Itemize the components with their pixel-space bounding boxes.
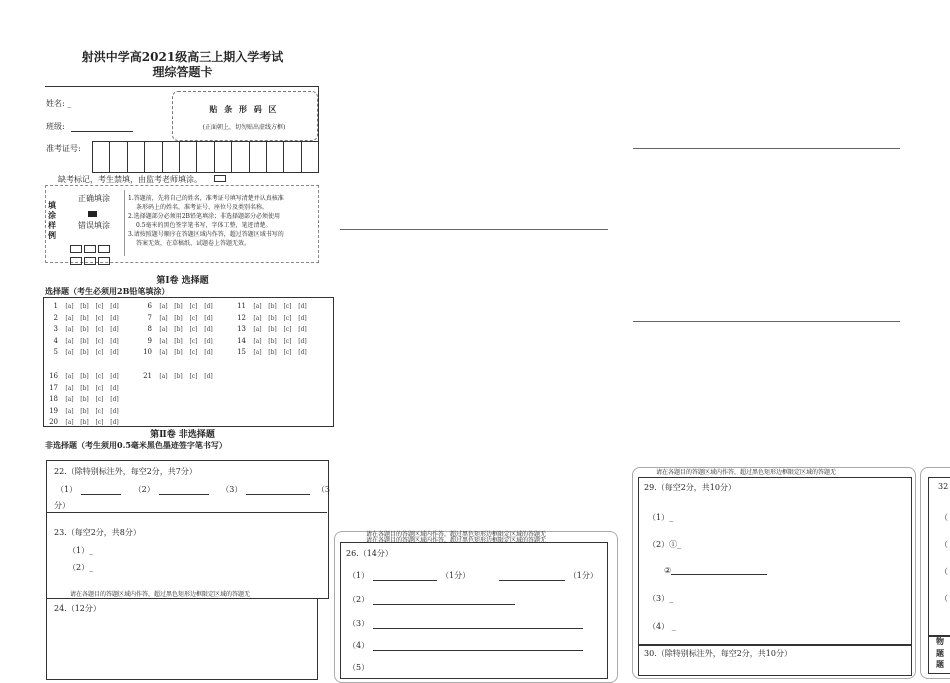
- mc-question-number: 17: [49, 383, 58, 392]
- q29-title: 29.（每空2分，共10分）: [644, 483, 736, 492]
- mc-question-number: 10: [143, 348, 152, 356]
- mc-option-bubble[interactable]: [a]: [65, 407, 74, 415]
- mc-question-number: 14: [237, 336, 246, 345]
- mc-container: [44, 298, 332, 425]
- barcode-title: 贴 条 形 码 区: [209, 104, 279, 114]
- absent-mark-box[interactable]: [214, 175, 226, 182]
- mc-question-row: [138, 372, 216, 380]
- mc-option-bubble[interactable]: [c]: [189, 326, 198, 333]
- mc-option-bubble[interactable]: [b]: [174, 373, 183, 380]
- mc-option-bubble[interactable]: [c]: [283, 349, 292, 356]
- mc-question-number: 7: [147, 313, 152, 322]
- mc-question-row: [138, 325, 216, 333]
- mc-option-bubble[interactable]: [c]: [95, 326, 104, 333]
- q26-score-2: （1分）: [568, 571, 598, 580]
- mc-option-bubble[interactable]: [d]: [204, 337, 213, 345]
- mc-option-bubble[interactable]: [b]: [268, 337, 277, 345]
- q26-item-5: （5）: [348, 663, 370, 672]
- mc-option-bubble[interactable]: [c]: [283, 303, 292, 310]
- exam-no-grid[interactable]: [92, 141, 319, 173]
- mc-option-bubble[interactable]: [d]: [298, 303, 307, 310]
- mc-question-number: 4: [53, 336, 58, 345]
- mc-option-bubble[interactable]: [a]: [65, 349, 74, 356]
- mc-option-bubble[interactable]: [c]: [189, 373, 198, 380]
- q22-blank-3-label: （3）: [221, 485, 243, 494]
- part2-subheading: 非选择题（考生须用0.5毫米黑色墨迹签字笔书写）: [45, 440, 227, 450]
- mc-option-bubble[interactable]: [a]: [65, 337, 74, 345]
- q26-blank-5[interactable]: [373, 642, 583, 651]
- absent-note: 缺考标记，考生禁填，由监考老师填涂。: [58, 175, 202, 184]
- physics-label-partial: 物: [936, 636, 944, 646]
- answer-area-warning: 请在各题目的答题区域内作答，超过黑色矩形边框限定区域的答题无: [70, 591, 251, 598]
- mc-question-row: [138, 314, 216, 322]
- fill-example-divider: [124, 190, 127, 256]
- mc-option-bubble[interactable]: [b]: [80, 373, 89, 380]
- q22-blank-1[interactable]: [81, 486, 121, 495]
- mc-option-bubble[interactable]: [d]: [298, 337, 307, 345]
- mc-question-number: 2: [53, 313, 58, 322]
- mc-option-bubble[interactable]: [a]: [65, 373, 74, 380]
- fill-example-side-label: 填涂样例: [48, 200, 56, 240]
- right-top-line: [633, 148, 900, 149]
- mc-option-bubble[interactable]: [c]: [189, 303, 198, 310]
- mc-option-bubble[interactable]: [c]: [95, 337, 104, 345]
- mc-option-bubble[interactable]: [a]: [159, 373, 168, 380]
- mc-option-bubble[interactable]: [d]: [110, 303, 119, 310]
- q29-item-1: （1）_: [648, 513, 674, 522]
- mc-option-bubble[interactable]: [c]: [95, 407, 104, 415]
- q29-blank-2b[interactable]: [671, 566, 767, 575]
- q32-item-partial: （: [940, 594, 948, 603]
- q23-item-2: （2）_: [68, 563, 94, 572]
- mc-question-number: 11: [237, 302, 246, 310]
- mc-option-bubble[interactable]: [b]: [174, 349, 183, 356]
- mc-option-bubble[interactable]: [a]: [65, 314, 74, 322]
- mc-option-bubble[interactable]: [a]: [65, 384, 74, 392]
- mc-option-bubble[interactable]: [d]: [204, 326, 213, 333]
- q26-line-1: [348, 570, 598, 581]
- mc-option-bubble[interactable]: [d]: [110, 384, 119, 392]
- mc-question-row: [44, 314, 122, 322]
- mc-option-bubble[interactable]: [b]: [80, 384, 89, 392]
- class-label: 班级:: [46, 122, 65, 131]
- mc-option-bubble[interactable]: [a]: [65, 303, 74, 310]
- q32-item-partial: （: [940, 540, 948, 549]
- mc-question-row: [44, 372, 122, 380]
- mc-option-bubble[interactable]: [b]: [80, 349, 89, 356]
- mc-option-bubble[interactable]: [b]: [80, 326, 89, 333]
- mc-question-row: [44, 418, 122, 426]
- exam-no-label: 准考证号:: [46, 144, 81, 153]
- q32-item-partial: （: [940, 513, 948, 522]
- part1-subheading: 选择题（考生必须用2B铅笔填涂）: [45, 286, 170, 296]
- mc-option-bubble[interactable]: [c]: [95, 303, 104, 310]
- mc-option-bubble[interactable]: [c]: [95, 314, 104, 322]
- mc-option-bubble[interactable]: [d]: [110, 337, 119, 345]
- instruction-line: 答案无效，在草稿纸、试题卷上答题无效。: [136, 240, 251, 247]
- wrong-fill-label: 错误填涂: [78, 221, 110, 230]
- mc-question-number: 5: [53, 348, 58, 356]
- mc-option-bubble[interactable]: [b]: [80, 337, 89, 345]
- right-middle-line: [633, 321, 900, 322]
- class-line[interactable]: [71, 123, 133, 132]
- physics-label-partial: 题: [936, 648, 944, 658]
- mc-option-bubble[interactable]: [c]: [189, 337, 198, 345]
- q26-line-2: [348, 594, 515, 605]
- mc-option-bubble[interactable]: [a]: [159, 349, 168, 356]
- middle-top-line: [340, 229, 608, 230]
- q22-blank-2-label: （2）: [133, 485, 155, 494]
- mc-question-number: 18: [49, 395, 58, 403]
- mc-option-bubble[interactable]: [d]: [110, 314, 119, 322]
- q23-item-1: （1）_: [68, 546, 94, 555]
- part2-heading: 第Ⅱ卷 非选择题: [150, 430, 215, 440]
- half-fill-icon: [70, 257, 82, 265]
- mc-option-bubble[interactable]: [a]: [253, 303, 262, 310]
- mc-question-number: 8: [147, 325, 152, 333]
- mc-option-bubble[interactable]: [d]: [110, 326, 119, 333]
- mc-option-bubble[interactable]: [b]: [80, 396, 89, 403]
- instruction-line: 3.请按照题号顺序在答题区域内作答，超过答题区域书写的: [128, 231, 284, 238]
- q26-item-2-label: （2）: [348, 595, 370, 604]
- mc-option-bubble[interactable]: [c]: [95, 419, 104, 426]
- q26-item-4-label: （4）: [348, 641, 370, 650]
- q26-item-3-label: （3）: [348, 619, 370, 628]
- instructions: [128, 194, 284, 248]
- mc-question-number: 20: [49, 418, 58, 426]
- mc-option-bubble[interactable]: [c]: [189, 314, 198, 322]
- mc-option-bubble[interactable]: [a]: [65, 419, 74, 426]
- q30-title: 30.（除特别标注外，每空2分，共10分）: [644, 649, 792, 658]
- mc-question-row: [138, 302, 216, 310]
- circle-mark-icon: [84, 257, 96, 265]
- mc-option-bubble[interactable]: [a]: [159, 337, 168, 345]
- q26-blank-1[interactable]: [373, 572, 437, 581]
- mc-question-row: [44, 384, 122, 392]
- q22-title: 22.（除特别标注外，每空2分，共7分）: [54, 467, 197, 476]
- class-field: [46, 121, 133, 132]
- q22-blanks: [56, 484, 330, 495]
- mc-question-row: [232, 325, 310, 333]
- mc-option-bubble[interactable]: [b]: [268, 326, 277, 333]
- mc-question-row: [44, 325, 122, 333]
- name-label: 姓名:: [46, 99, 65, 108]
- mc-option-bubble[interactable]: [c]: [283, 337, 292, 345]
- mc-option-bubble[interactable]: [d]: [110, 419, 119, 426]
- mc-question-row: [44, 348, 122, 356]
- instruction-line: 1.答题前，先将自己的姓名，准考证号填写清楚并认真核准: [128, 195, 284, 202]
- mc-option-bubble[interactable]: [b]: [80, 314, 89, 322]
- q22-blank-3[interactable]: [246, 486, 310, 495]
- instruction-line: 2.选择题部分必须用2B铅笔填涂；非选择题部分必须使用: [128, 213, 280, 220]
- mc-option-bubble[interactable]: [d]: [204, 314, 213, 322]
- mc-question-number: 19: [49, 406, 58, 415]
- mc-option-bubble[interactable]: [b]: [174, 303, 183, 310]
- mc-option-bubble[interactable]: [b]: [174, 337, 183, 345]
- mc-question-row: [138, 337, 216, 345]
- mc-option-bubble[interactable]: [d]: [298, 349, 307, 356]
- wrong-fill-icons-row2: [70, 250, 112, 269]
- q26-blank-2[interactable]: [499, 572, 565, 581]
- q26-blank-3[interactable]: [373, 596, 515, 605]
- q22-blank-1-label: （1）: [56, 485, 78, 494]
- mc-option-bubble[interactable]: [a]: [253, 326, 262, 333]
- mc-question-number: 16: [49, 372, 58, 380]
- q26-blank-4[interactable]: [373, 620, 583, 629]
- q29-item-2b: [664, 566, 767, 575]
- mc-option-bubble[interactable]: [a]: [253, 314, 262, 322]
- answer-box-32: [928, 477, 950, 637]
- mc-option-bubble[interactable]: [b]: [80, 303, 89, 310]
- instruction-line: 0.5毫米的黑色签字笔书写，字体工整，笔迹清楚。: [136, 222, 272, 229]
- answer-box-29: [638, 477, 912, 646]
- mc-option-bubble[interactable]: [c]: [95, 384, 104, 392]
- mc-question-number: 13: [237, 325, 246, 333]
- mc-option-bubble[interactable]: [a]: [253, 349, 262, 356]
- mc-question-number: 21: [143, 372, 152, 380]
- name-field: [46, 98, 71, 109]
- q29-item-2: （2）①_: [648, 540, 682, 549]
- q26-line-4: [348, 640, 583, 651]
- mc-option-bubble[interactable]: [c]: [95, 373, 104, 380]
- barcode-area: [172, 91, 318, 141]
- mc-question-row: [232, 314, 310, 322]
- mc-option-bubble[interactable]: [a]: [65, 326, 74, 333]
- mc-question-row: [44, 407, 122, 415]
- mc-question-row: [44, 337, 122, 345]
- correct-fill-icon: [88, 211, 97, 217]
- mc-option-bubble[interactable]: [b]: [80, 407, 89, 415]
- q26-line-3: [348, 618, 583, 629]
- mc-option-bubble[interactable]: [b]: [268, 349, 277, 356]
- mc-option-bubble[interactable]: [d]: [110, 407, 119, 415]
- mc-question-row: [232, 302, 310, 310]
- part1-heading: 第Ⅰ卷 选择题: [156, 276, 209, 286]
- mc-question-number: 9: [147, 336, 152, 345]
- q32-title-partial: 32: [938, 482, 949, 491]
- exam-title: 射洪中学高2021级高三上期入学考试: [81, 50, 284, 64]
- mc-question-row: [44, 302, 122, 310]
- mc-option-bubble[interactable]: [b]: [268, 314, 277, 322]
- mc-question-number: 1: [53, 302, 58, 310]
- answer-card-title: 理综答题卡: [152, 65, 213, 79]
- mc-question-number: 6: [147, 302, 152, 310]
- mc-option-bubble[interactable]: [d]: [110, 349, 119, 356]
- physics-label-partial: 题: [936, 659, 944, 669]
- answer-area-warning-2b: 请在各题目的答题区域内作答，超过黑色矩形边框限定区域的答题无: [366, 537, 547, 544]
- dot-mark-icon: [98, 257, 110, 265]
- answer-area-warning-3: 请在各题目的答题区域内作答，超过黑色矩形边框限定区域的答题无: [656, 469, 837, 476]
- mc-option-bubble[interactable]: [a]: [159, 326, 168, 333]
- mc-option-bubble[interactable]: [c]: [283, 326, 292, 333]
- q24-title: 24.（12分）: [54, 604, 101, 613]
- name-value: _: [67, 99, 72, 108]
- mc-option-bubble[interactable]: [d]: [298, 326, 307, 333]
- mc-option-bubble[interactable]: [b]: [80, 419, 89, 426]
- mc-question-row: [232, 348, 310, 356]
- mc-option-bubble[interactable]: [d]: [110, 373, 119, 380]
- mc-option-bubble[interactable]: [c]: [283, 314, 292, 322]
- q26-score-1: （1分）: [441, 571, 471, 580]
- instruction-line: 条形码上的姓名，准考证号、座位号及类别名称。: [136, 204, 269, 211]
- mc-option-bubble[interactable]: [a]: [159, 303, 168, 310]
- mc-option-bubble[interactable]: [b]: [268, 303, 277, 310]
- mc-option-bubble[interactable]: [a]: [65, 396, 74, 403]
- mc-question-number: 15: [237, 348, 246, 356]
- answer-box-26: [340, 542, 608, 679]
- mc-option-bubble[interactable]: [b]: [174, 314, 183, 322]
- mc-option-bubble[interactable]: [c]: [189, 349, 198, 356]
- mc-option-bubble[interactable]: [a]: [253, 337, 262, 345]
- answer-area-warning-2a: 请在各题目的答题区域内作答，超过黑色矩形边框限定区域的答题无: [366, 531, 547, 538]
- q22-tail: 分）: [54, 501, 70, 510]
- mc-option-bubble[interactable]: [b]: [174, 326, 183, 333]
- q22-divider: [46, 512, 327, 513]
- q26-item-1-label: （1）: [348, 571, 370, 580]
- q26-title: 26.（14分）: [346, 549, 393, 558]
- q29-item-2b-label: ②: [664, 566, 672, 575]
- mc-question-row: [138, 348, 216, 356]
- mc-option-bubble[interactable]: [c]: [95, 396, 104, 403]
- mc-option-bubble[interactable]: [d]: [110, 396, 119, 403]
- mc-question-row: [232, 337, 310, 345]
- q29-item-3: （3）_: [648, 594, 674, 603]
- mc-question-number: 12: [237, 313, 246, 322]
- mc-question-row: [44, 395, 122, 403]
- mc-option-bubble[interactable]: [d]: [298, 314, 307, 322]
- q23-title: 23.（每空2分，共8分）: [54, 528, 141, 537]
- mc-option-bubble[interactable]: [a]: [159, 314, 168, 322]
- mc-option-bubble[interactable]: [d]: [204, 349, 213, 356]
- barcode-note: (正面朝上，切勿贴出虚线方框): [202, 124, 286, 131]
- correct-fill-label: 正确填涂: [78, 194, 110, 203]
- mc-option-bubble[interactable]: [d]: [204, 303, 213, 310]
- q22-blank-4-label: （3: [316, 485, 331, 494]
- mc-option-bubble[interactable]: [d]: [204, 373, 213, 380]
- q32-item-partial: （: [940, 567, 948, 576]
- q22-blank-2[interactable]: [159, 486, 209, 495]
- mc-option-bubble[interactable]: [c]: [95, 349, 104, 356]
- mc-question-number: 3: [53, 325, 58, 333]
- q29-item-4: （4） _: [648, 622, 676, 631]
